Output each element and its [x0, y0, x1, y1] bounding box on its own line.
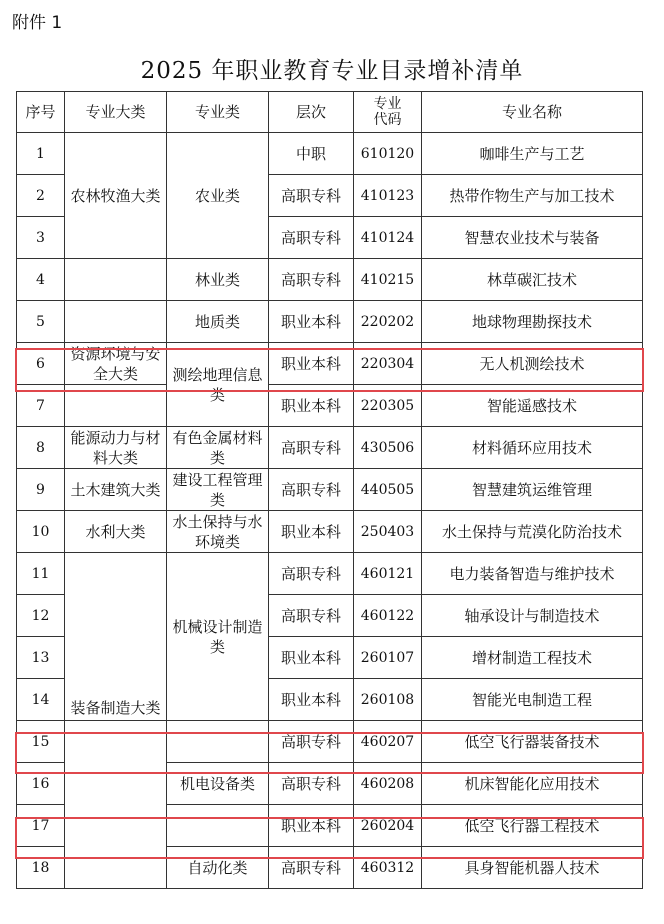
level-cell: 职业本科 — [269, 805, 354, 847]
category-cell — [65, 301, 167, 343]
major-name-cell: 智慧建筑运维管理 — [422, 469, 643, 511]
major-name-cell: 智慧农业技术与装备 — [422, 217, 643, 259]
header-name: 专业名称 — [422, 92, 643, 133]
major-table — [16, 91, 643, 889]
category-cell: 农林牧渔大类 — [65, 133, 167, 259]
code-cell: 460207 — [354, 721, 422, 763]
level-cell: 职业本科 — [269, 385, 354, 427]
code-cell: 460122 — [354, 595, 422, 637]
code-cell: 460208 — [354, 763, 422, 805]
code-cell: 460312 — [354, 847, 422, 889]
level-cell: 职业本科 — [269, 511, 354, 553]
major-name-cell: 热带作物生产与加工技术 — [422, 175, 643, 217]
class-cell: 有色金属材料类 — [167, 427, 269, 469]
seq-cell: 6 — [17, 343, 65, 385]
seq-cell: 2 — [17, 175, 65, 217]
table-row — [17, 511, 643, 553]
table-row — [17, 427, 643, 469]
level-cell: 高职专科 — [269, 217, 354, 259]
class-cell: 自动化类 — [167, 847, 269, 889]
code-cell: 610120 — [354, 133, 422, 175]
seq-cell: 1 — [17, 133, 65, 175]
code-cell: 460121 — [354, 553, 422, 595]
category-cell: 土木建筑大类 — [65, 469, 167, 511]
code-cell: 410123 — [354, 175, 422, 217]
class-cell: 农业类 — [167, 133, 269, 259]
table-row — [17, 721, 643, 763]
class-cell: 林业类 — [167, 259, 269, 301]
level-cell: 高职专科 — [269, 763, 354, 805]
major-name-cell: 水土保持与荒漠化防治技术 — [422, 511, 643, 553]
page-title: 2025 年职业教育专业目录增补清单 — [140, 58, 524, 84]
major-name-cell: 电力装备智造与维护技术 — [422, 553, 643, 595]
table-row — [17, 385, 643, 427]
level-cell: 高职专科 — [269, 469, 354, 511]
class-cell: 机械设计制造类 — [167, 553, 269, 721]
code-cell: 260108 — [354, 679, 422, 721]
major-name-cell: 轴承设计与制造技术 — [422, 595, 643, 637]
major-name-cell: 林草碳汇技术 — [422, 259, 643, 301]
category-cell: 装备制造大类 — [65, 553, 167, 721]
seq-cell: 10 — [17, 511, 65, 553]
seq-cell: 17 — [17, 805, 65, 847]
table-header-row — [17, 92, 643, 133]
class-cell: 机电设备类 — [167, 763, 269, 805]
header-class: 专业类 — [167, 92, 269, 133]
major-name-cell: 低空飞行器装备技术 — [422, 721, 643, 763]
header-code: 专业 代码 — [354, 92, 422, 133]
major-name-cell: 增材制造工程技术 — [422, 637, 643, 679]
class-cell: 水土保持与水环境类 — [167, 511, 269, 553]
code-cell: 220304 — [354, 343, 422, 385]
major-name-cell: 地球物理勘探技术 — [422, 301, 643, 343]
header-seq: 序号 — [17, 92, 65, 133]
seq-cell: 4 — [17, 259, 65, 301]
code-cell: 260107 — [354, 637, 422, 679]
major-name-cell: 无人机测绘技术 — [422, 343, 643, 385]
category-cell: 水利大类 — [65, 511, 167, 553]
seq-cell: 18 — [17, 847, 65, 889]
category-cell — [65, 385, 167, 427]
code-cell: 220305 — [354, 385, 422, 427]
header-level: 层次 — [269, 92, 354, 133]
seq-cell: 11 — [17, 553, 65, 595]
code-cell: 260204 — [354, 805, 422, 847]
table-row — [17, 469, 643, 511]
major-name-cell: 低空飞行器工程技术 — [422, 805, 643, 847]
major-name-cell: 具身智能机器人技术 — [422, 847, 643, 889]
table-row — [17, 259, 643, 301]
seq-cell: 16 — [17, 763, 65, 805]
major-name-cell: 智能遥感技术 — [422, 385, 643, 427]
seq-cell: 7 — [17, 385, 65, 427]
seq-cell: 9 — [17, 469, 65, 511]
seq-cell: 14 — [17, 679, 65, 721]
seq-cell: 8 — [17, 427, 65, 469]
seq-cell: 15 — [17, 721, 65, 763]
level-cell: 职业本科 — [269, 679, 354, 721]
class-cell — [167, 805, 269, 847]
code-cell: 220202 — [354, 301, 422, 343]
level-cell: 高职专科 — [269, 595, 354, 637]
level-cell: 高职专科 — [269, 553, 354, 595]
seq-cell: 5 — [17, 301, 65, 343]
category-cell: 能源动力与材料大类 — [65, 427, 167, 469]
code-cell: 440505 — [354, 469, 422, 511]
class-cell: 地质类 — [167, 301, 269, 343]
level-cell: 职业本科 — [269, 637, 354, 679]
seq-cell: 3 — [17, 217, 65, 259]
level-cell: 职业本科 — [269, 301, 354, 343]
code-cell: 410124 — [354, 217, 422, 259]
category-cell: 资源环境与安全大类 — [65, 343, 167, 385]
major-name-cell: 材料循环应用技术 — [422, 427, 643, 469]
table-row — [17, 133, 643, 175]
level-cell: 高职专科 — [269, 721, 354, 763]
seq-cell: 13 — [17, 637, 65, 679]
major-name-cell: 机床智能化应用技术 — [422, 763, 643, 805]
major-name-cell: 咖啡生产与工艺 — [422, 133, 643, 175]
header-category: 专业大类 — [65, 92, 167, 133]
class-cell — [167, 721, 269, 763]
seq-cell: 12 — [17, 595, 65, 637]
level-cell: 职业本科 — [269, 343, 354, 385]
table-row — [17, 343, 643, 385]
table-row — [17, 301, 643, 343]
code-cell: 250403 — [354, 511, 422, 553]
category-cell — [65, 259, 167, 301]
attachment-label: 附件 1 — [12, 13, 63, 33]
code-cell: 430506 — [354, 427, 422, 469]
level-cell: 高职专科 — [269, 175, 354, 217]
code-cell: 410215 — [354, 259, 422, 301]
category-cell — [65, 721, 167, 889]
class-cell: 建设工程管理类 — [167, 469, 269, 511]
level-cell: 中职 — [269, 133, 354, 175]
major-name-cell: 智能光电制造工程 — [422, 679, 643, 721]
class-cell: 测绘地理信息类 — [167, 343, 269, 427]
level-cell: 高职专科 — [269, 427, 354, 469]
level-cell: 高职专科 — [269, 259, 354, 301]
table-row — [17, 553, 643, 595]
level-cell: 高职专科 — [269, 847, 354, 889]
